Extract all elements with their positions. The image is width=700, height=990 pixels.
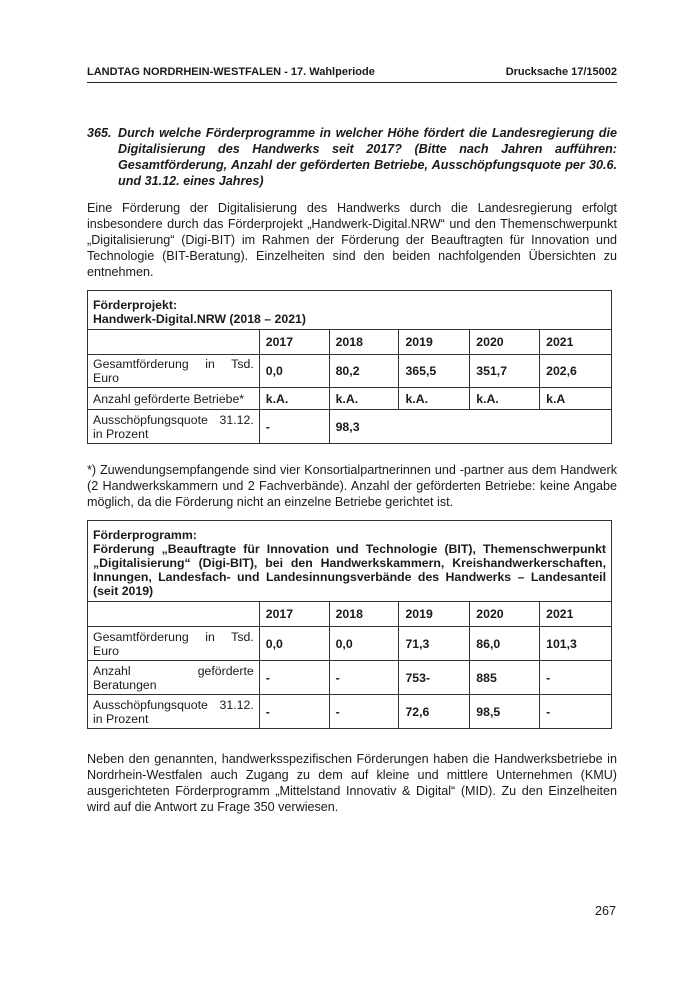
header-divider	[87, 82, 617, 83]
table-cell: 365,5	[399, 355, 470, 388]
table-title-line2: Förderung „Beauftragte für Innovation und Technologie (BIT), Themenschwerpunkt „Digitalisierung“ (Digi-BIT), bei den Handwerkskammern, Kreishandwerkerschaften, Innungen, Landesfach- und Landesinnungsverbände des Handwerks – Landesanteil (seit 2019)	[93, 542, 606, 598]
table-cell: -	[259, 410, 329, 444]
row-label: Ausschöpfungsquote 31.12. in Prozent	[88, 410, 260, 444]
question-block	[87, 125, 617, 189]
table-title-row	[88, 521, 612, 602]
table-corner-cell	[88, 602, 260, 627]
table-cell: 72,6	[399, 695, 470, 729]
table-cell-merged: 98,3	[329, 410, 611, 444]
year-header: 2017	[259, 602, 329, 627]
table-cell: k.A.	[470, 388, 540, 410]
table-cell: -	[329, 661, 399, 695]
table-row	[88, 410, 612, 444]
table-title	[88, 521, 612, 602]
table-title-line2: Handwerk-Digital.NRW (2018 – 2021)	[93, 312, 306, 326]
table-cell: k.A.	[259, 388, 329, 410]
table-title-line1: Förderprogramm:	[93, 528, 197, 542]
row-label: Gesamtförderung in Tsd. Euro	[88, 627, 260, 661]
table-cell: 0,0	[329, 627, 399, 661]
table-corner-cell	[88, 330, 260, 355]
table-cell: 351,7	[470, 355, 540, 388]
table-year-row	[88, 602, 612, 627]
year-header: 2020	[470, 602, 540, 627]
answer-paragraph-mid: Neben den genannten, handwerksspezifischen Förderungen haben die Handwerksbetriebe in Nordrhein-Westfalen auch Zugang zu dem auf kleine und mittlere Unternehmen (KMU) ausgerichteten Förderprogramm „Mittelstand Innovativ & Digital“ (MID). Zu den Einzelheiten wird auf die Antwort zu Frage 350 verwiesen.	[87, 752, 617, 814]
year-header: 2021	[540, 602, 612, 627]
question-text: Durch welche Förderprogramme in welcher Höhe fördert die Landesregierung die Digitalisierung des Handwerks seit 2017? (Bitte nach Jahren aufführen: Gesamtförderung, Anzahl der geförderten Betriebe, Ausschöpfungsquote per 30.6. und 31.12. eines Jahres)	[118, 126, 617, 188]
table-row	[88, 627, 612, 661]
table-digi-bit	[87, 520, 612, 729]
table-cell: 202,6	[540, 355, 612, 388]
table-cell: 0,0	[259, 355, 329, 388]
year-header: 2019	[399, 330, 470, 355]
table-row	[88, 355, 612, 388]
table-title	[88, 291, 612, 330]
table-cell: k.A.	[329, 388, 399, 410]
page-header	[87, 66, 617, 78]
footnote-paragraph: *) Zuwendungsempfangende sind vier Konsortialpartnerinnen und -partner aus dem Handwerk (2 Handwerkskammern und 2 Fachverbände). Anzahl der geförderten Betriebe: keine Angabe möglich, da die Förderung nicht an einzelne Betriebe gerichtet ist.	[87, 463, 617, 509]
year-header: 2018	[329, 330, 399, 355]
year-header: 2019	[399, 602, 470, 627]
table-cell: -	[540, 695, 612, 729]
table-title-line1: Förderprojekt:	[93, 298, 178, 312]
year-header: 2017	[259, 330, 329, 355]
table-year-row	[88, 330, 612, 355]
answer-paragraph-intro: Eine Förderung der Digitalisierung des Handwerks durch die Landesregierung erfolgt insbesondere durch das Förderprojekt „Handwerk-Digital.NRW“ und den Themenschwerpunkt „Digitalisierung“ (Digi-BIT) im Rahmen der Förderung der Beauftragten für Innovation und Technologie (BIT-Beratung). Einzelheiten sind den beiden nachfolgenden Übersichten zu entnehmen.	[87, 201, 617, 279]
row-label: Anzahl geförderte Beratungen	[88, 661, 260, 695]
table-cell: 885	[470, 661, 540, 695]
question-number: 365.	[87, 126, 112, 140]
row-label: Ausschöpfungsquote 31.12. in Prozent	[88, 695, 260, 729]
header-parliament: LANDTAG NORDRHEIN-WESTFALEN - 17. Wahlperiode	[87, 66, 375, 78]
table-cell: -	[259, 695, 329, 729]
table-cell: 0,0	[259, 627, 329, 661]
year-header: 2020	[470, 330, 540, 355]
table-cell: -	[540, 661, 612, 695]
table-row	[88, 695, 612, 729]
table-cell: -	[329, 695, 399, 729]
row-label: Anzahl geförderte Betriebe*	[88, 388, 260, 410]
table-cell: 80,2	[329, 355, 399, 388]
table-cell: 753-	[399, 661, 470, 695]
row-label: Gesamtförderung in Tsd. Euro	[88, 355, 260, 388]
table-row	[88, 661, 612, 695]
table-cell: 98,5	[470, 695, 540, 729]
table-cell: -	[259, 661, 329, 695]
table-title-row	[88, 291, 612, 330]
table-cell: k.A.	[399, 388, 470, 410]
page-number: 267	[595, 904, 617, 918]
table-cell: k.A	[540, 388, 612, 410]
table-cell: 86,0	[470, 627, 540, 661]
table-cell: 101,3	[540, 627, 612, 661]
table-row	[88, 388, 612, 410]
year-header: 2018	[329, 602, 399, 627]
year-header: 2021	[540, 330, 612, 355]
table-handwerk-digital	[87, 290, 612, 444]
header-document-number: Drucksache 17/15002	[505, 66, 617, 78]
table-cell: 71,3	[399, 627, 470, 661]
